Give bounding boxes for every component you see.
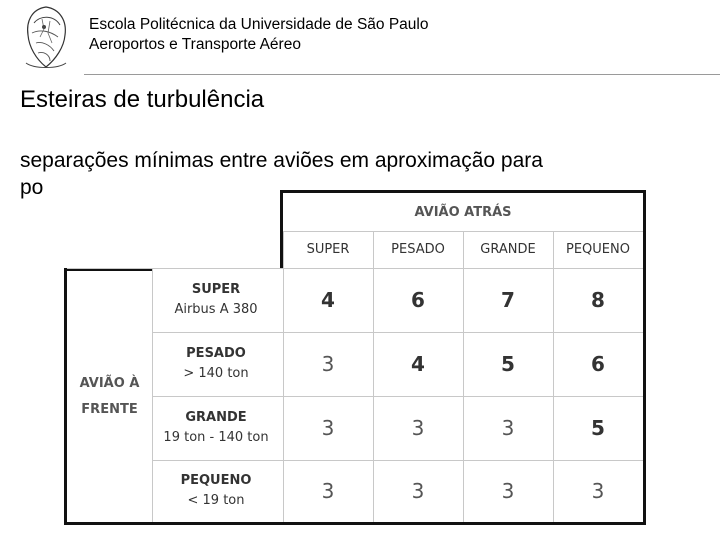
table-cell-value: 5 — [501, 352, 515, 376]
row-header-detail: > 140 ton — [183, 366, 249, 381]
col-header-grande: GRANDE — [480, 242, 536, 257]
table-cell-value: 5 — [591, 416, 605, 440]
table-cell-value: 4 — [321, 288, 335, 312]
grid-line — [152, 396, 643, 397]
table-cell-value: 3 — [501, 416, 515, 440]
row-header-name: PESADO — [186, 346, 246, 361]
grid-line — [283, 231, 284, 522]
grid-line — [152, 268, 153, 522]
separation-table — [64, 190, 646, 525]
row-header-super — [152, 268, 280, 332]
grid-line — [553, 231, 554, 522]
row-header-name: PEQUENO — [180, 473, 252, 488]
grid-line — [152, 332, 643, 333]
grid-line — [463, 231, 464, 522]
grid-line — [373, 231, 374, 522]
col-header-pequeno: PEQUENO — [566, 242, 630, 257]
table-cell-value: 3 — [411, 416, 425, 440]
row-group-label-line-2: FRENTE — [81, 401, 138, 417]
row-header-detail: < 19 ton — [187, 493, 245, 508]
header-divider — [84, 74, 720, 75]
table-cell-value: 6 — [591, 352, 605, 376]
subtitle-line-2: po — [20, 176, 44, 199]
row-header-detail: 19 ton - 140 ton — [163, 430, 269, 445]
row-header-pesado — [152, 332, 280, 396]
row-group-label-line-1: AVIÃO À — [79, 375, 140, 391]
table-cell-value: 8 — [591, 288, 605, 312]
slide-title: Esteiras de turbulência — [20, 86, 265, 113]
row-header-pequeno — [152, 460, 280, 522]
grid-line — [67, 268, 643, 269]
header — [89, 15, 429, 55]
col-group-label: AVIÃO ATRÁS — [414, 204, 512, 220]
row-group-label — [67, 271, 152, 522]
row-header-grande — [152, 396, 280, 460]
table-cell-value: 7 — [501, 288, 515, 312]
table-cell-value: 6 — [411, 288, 425, 312]
table-cell-value: 3 — [411, 479, 425, 503]
grid-line — [152, 460, 643, 461]
table-right-border — [643, 190, 646, 525]
table-cell-value: 3 — [321, 416, 335, 440]
table-bottom-border — [64, 522, 646, 525]
table-cell-value: 4 — [411, 352, 425, 376]
table-cell-value: 3 — [321, 352, 335, 376]
course-name: Aeroportos e Transporte Aéreo — [89, 36, 301, 53]
row-header-detail: Airbus A 380 — [174, 302, 258, 317]
col-header-pesado: PESADO — [391, 242, 445, 257]
table-cell-value: 3 — [591, 479, 605, 503]
table-cell-value: 3 — [501, 479, 515, 503]
poli-usp-logo — [20, 3, 72, 73]
table-cell-value: 3 — [321, 479, 335, 503]
col-header-super: SUPER — [306, 242, 350, 257]
row-header-name: GRANDE — [185, 410, 247, 425]
subtitle-line-1: separações mínimas entre aviões em aproximação para — [20, 149, 543, 172]
institution-name: Escola Politécnica da Universidade de São Paulo — [89, 16, 429, 33]
row-header-name: SUPER — [191, 282, 241, 297]
